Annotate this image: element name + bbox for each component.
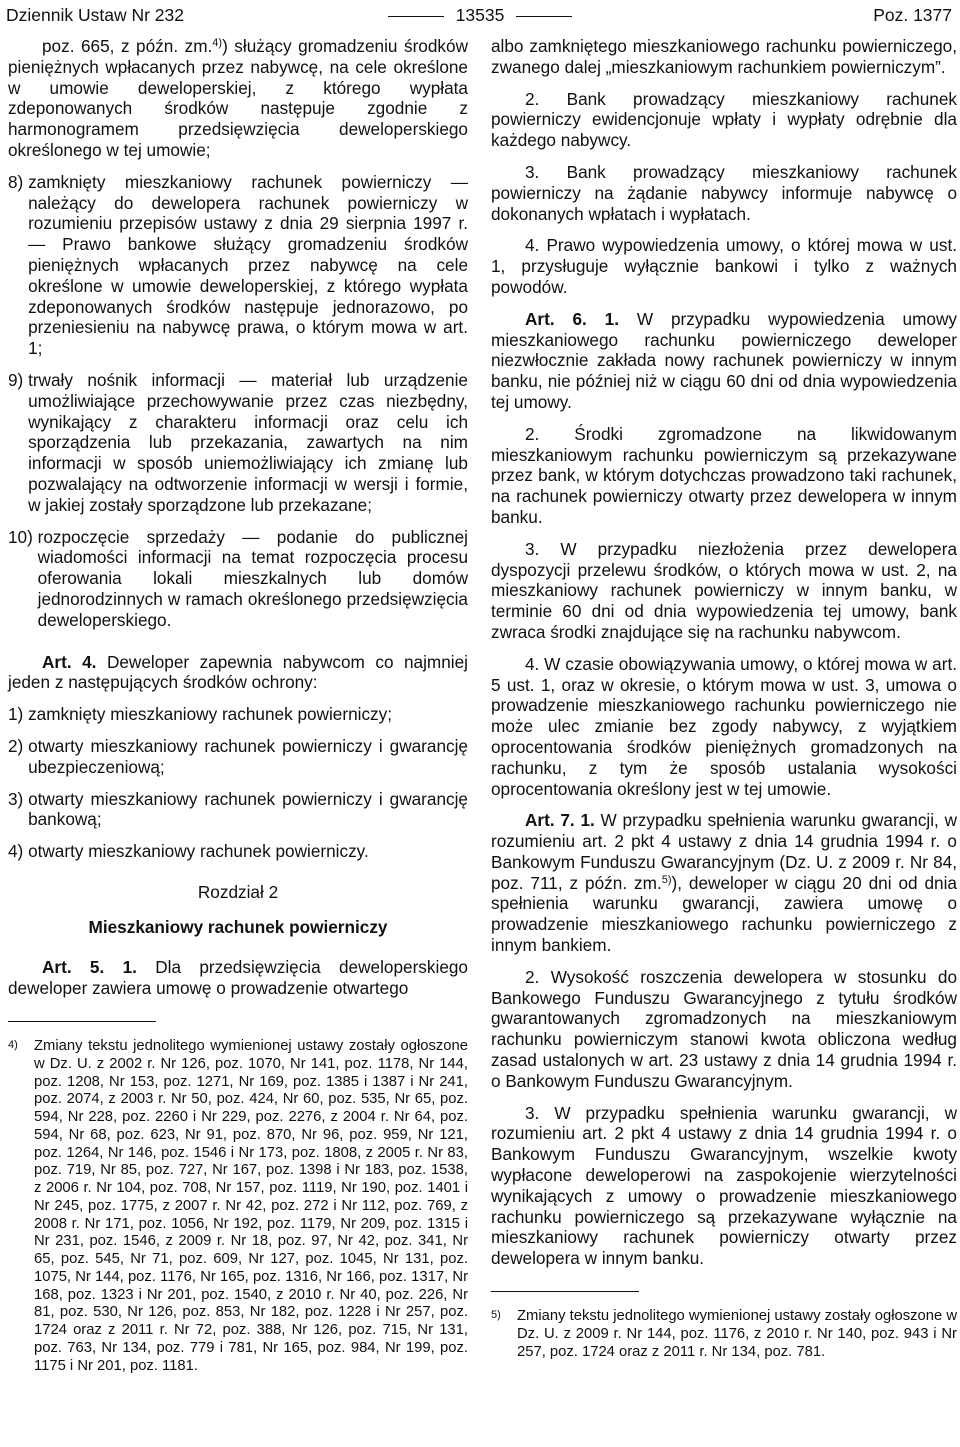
protection-item-4 [8, 841, 468, 862]
article-4 [8, 652, 468, 694]
dash-decoration [388, 16, 444, 17]
article-6-par-4: 4. W czasie obowiązywania umowy, o której mowa w art. 5 ust. 1, oraz w okresie, o którym mowa w ust. 3, umowa o prowadzenie mieszkaniowego rachunku powierniczego nie może ulec zmianie bez zgody nabywcy, z wyjątkiem oprocentowania środków pieniężnych gromadzonych na rachunku, z tym że sposób ustalania wysokości oprocentowania określony jest w tej umowie. [491, 653, 957, 799]
article-6 [491, 309, 957, 413]
footnote-ref-4: 4) [212, 37, 223, 49]
item-text: zamknięty mieszkaniowy rachunek powierniczy — należący do dewelopera rachunek powierniczy w rozumieniu przepisów ustawy z dnia 29 sierpnia 1997 r. — Prawo bankowe służący gromadzeniu środków pieniężnych wpłacanych przez nabywcę na cele określone w umowie deweloperskiej, z którego wypłata zdeponowanych środków następuje jednorazowo, po przeniesieniu na nabywcę prawa, o którym mowa w art. 1; [28, 171, 468, 359]
article-label: Art. 5. 1. [42, 957, 137, 978]
text: poz. 665, z późn. zm. [42, 36, 213, 56]
footnote-5 [491, 1308, 957, 1361]
position-number: Poz. 1377 [873, 5, 952, 25]
left-column [8, 36, 468, 1375]
paragraph-continuation [8, 36, 468, 161]
item-number: 2) [8, 735, 29, 756]
page-number [370, 0, 590, 30]
item-text: zamknięty mieszkaniowy rachunek powierniczy; [28, 704, 393, 725]
dash-decoration [516, 16, 572, 17]
article-label: Art. 7. 1. [525, 810, 595, 831]
article-label: Art. 6. 1. [525, 308, 619, 329]
definition-item-10 [8, 527, 468, 631]
footnote-number: 5) [491, 1309, 501, 1322]
chapter-title: Mieszkaniowy rachunek powierniczy [88, 916, 388, 937]
article-5 [8, 957, 468, 999]
text: ) służący gromadzeniu środków pieniężnych wpłacanych przez nabywcę, na cele określone w umowie deweloperskiej, z którego wypłata zdeponowanych środków następuje zgodnie z harmonogramem przedsięwzięcia deweloperskiego określonego w tej umowie; [8, 36, 468, 160]
chapter-number: Rozdział 2 [197, 881, 279, 902]
journal-title: Dziennik Ustaw Nr 232 [6, 5, 184, 25]
item-number: 8) [8, 171, 29, 192]
article-6-par-3: 3. W przypadku niezłożenia przez dewelopera dyspozycji przelewu środków, o których mowa w ust. 2, na mieszkaniowy rachunek powierniczy w innym banku, w terminie 60 dni od dnia wypowiedzenia tej umowy, bank zwraca środki znajdujące się na rachunku nabywcom. [491, 538, 957, 642]
article-5-par-4: 4. Prawo wypowiedzenia umowy, o której mowa w ust. 1, przysługuje wyłącznie bankowi i tylko z ważnych powodów. [491, 235, 957, 297]
protection-item-1 [8, 704, 468, 725]
footnote-ref-5: 5) [661, 873, 672, 886]
item-number: 4) [8, 841, 29, 862]
protection-item-3 [8, 789, 468, 831]
item-number: 1) [8, 704, 29, 725]
item-text: otwarty mieszkaniowy rachunek powierniczy i gwarancję bankową; [28, 788, 468, 830]
item-text: rozpoczęcie sprzedaży — podanie do publicznej wiadomości informacji na temat rozpoczęcia procesu oferowania lokali mieszkalnych lub domów jednorodzinnych w ramach określonego przedsięwzięcia deweloperskiego. [37, 526, 468, 630]
article-text: W przypadku wypowiedzenia umowy mieszkaniowego rachunku powierniczego deweloper niezwłocznie zakłada nowy rachunek powierniczy w innym banku, nie później niż w ciągu 60 dni od dnia wypowiedzenia tej umowy. [491, 308, 957, 412]
item-number: 9) [8, 369, 29, 390]
article-7 [491, 810, 957, 956]
footnote-text: Zmiany tekstu jednolitego wymienionej ustawy zostały ogłoszone w Dz. U. z 2002 r. Nr 126, poz. 1070, Nr 141, poz. 1178, Nr 144, poz. 1208, Nr 153, poz. 1271, Nr 169, poz. 1385 i 1387 i Nr 241, poz. 2074, z 2003 r. Nr 50, poz. 424, Nr 60, poz. 535, Nr 65, poz. 594, Nr 228, poz. 2260 i Nr 229, poz. 2276, z 2004 r. Nr 64, poz. 594, Nr 68, poz. 623, Nr 91, poz. 870, Nr 96, poz. 959, Nr 121, poz. 1264, Nr 146, poz. 1546 i Nr 173, poz. 1808, z 2005 r. Nr 83, poz. 719, Nr 85, poz. 727, Nr 167, poz. 1398 i Nr 183, poz. 1538, z 2006 r. Nr 104, poz. 708, Nr 157, poz. 1119, Nr 190, poz. 1401 i Nr 245, poz. 1775, z 2007 r. Nr 42, poz. 272 i Nr 112, poz. 769, z 2008 r. Nr 171, poz. 1056, Nr 192, poz. 1179, Nr 209, poz. 1315 i Nr 231, poz. 1546, z 2009 r. Nr 18, poz. 97, Nr 42, poz. 341, Nr 65, poz. 545, Nr 71, poz. 609, Nr 127, poz. 1045, Nr 131, poz. 1075, Nr 144, poz. 1176, Nr 165, poz. 1316, Nr 166, poz. 1317, Nr 168, poz. 1323 i Nr 201, poz. 1540, z 2010 r. Nr 40, poz. 226, Nr 81, poz. 530, Nr 126, poz. 853, Nr 182, poz. 1228 i Nr 257, poz. 1724 oraz z 2011 r. Nr 72, poz. 388, Nr 126, poz. 715, Nr 131, poz. 763, Nr 134, poz. 779 i 781, Nr 165, poz. 984, Nr 199, poz. 1175 i Nr 201, poz. 1181. [34, 1038, 468, 1374]
article-6-par-2: 2. Środki zgromadzone na likwidowanym mieszkaniowym rachunku powierniczym są przekazywane przez bank, w którym dotychczas prowadzono taki rachunek, na rachunek powierniczy otwarty przez dewelopera w innym banku. [491, 423, 957, 527]
footnote-4 [8, 1038, 468, 1375]
page-number-value: 13535 [455, 5, 505, 25]
protection-item-2 [8, 736, 468, 778]
article-5-par-3: 3. Bank prowadzący mieszkaniowy rachunek powierniczy na żądanie nabywcy informuje nabywcę o dokonanych wpłatach i wypłatach. [491, 161, 957, 224]
article-text: Dla przedsięwzięcia deweloperskiego deweloper zawiera umowę o prowadzenie otwartego [8, 957, 468, 999]
footnote-number: 4) [8, 1039, 18, 1052]
article-7-par-2: 2. Wysokość roszczenia dewelopera w stosunku do Bankowego Funduszu Gwarancyjnego z tytułu środków gwarantowanych zgromadzonych na mieszkaniowym rachunku powierniczym stanowi kwota obliczona według zasad ustalonych w art. 23 ustawy z dnia 14 grudnia 1994 r. o Bankowym Funduszu Gwarancyjnym. [491, 966, 957, 1091]
item-text: trwały nośnik informacji — materiał lub urządzenie umożliwiające przechowywanie przez czas niezbędny, wynikający z charakteru informacji oraz celu ich sporządzenia lub przekazania, zawartych na nim informacji w sposób uniemożliwiający ich zmianę lub pozwalający na odtworzenie informacji w wersji i formie, w jakiej zostały sporządzone lub przekazane; [28, 369, 468, 515]
definition-item-8 [8, 172, 468, 359]
page-header [0, 0, 960, 30]
item-number: 10) [8, 526, 38, 547]
article-5-par-2: 2. Bank prowadzący mieszkaniowy rachunek powierniczy ewidencjonuje wpłaty i wypłaty odrębnie dla każdego nabywcy. [491, 88, 957, 151]
article-text: ), deweloper w ciągu 20 dni od dnia spełnienia warunku gwarancji, zawiera umowę o prowadzenie mieszkaniowego rachunku powierniczego z innym bankiem. [491, 872, 957, 956]
paragraph-continuation: albo zamkniętego mieszkaniowego rachunku powierniczego, zwanego dalej „mieszkaniowym rachunkiem powierniczym”. [491, 36, 957, 77]
item-text: otwarty mieszkaniowy rachunek powierniczy i gwarancję ubezpieczeniową; [28, 735, 468, 777]
right-column [491, 36, 957, 1361]
article-7-par-3: 3. W przypadku spełnienia warunku gwarancji, w rozumieniu art. 2 pkt 4 ustawy z dnia 14 grudnia 1994 r. o Bankowym Funduszu Gwarancyjnym, wszelkie kwoty wypłacone deweloperowi na zaspokojenie wierzytelności wynikających z umowy o prowadzenie mieszkaniowego rachunku powierniczego są przekazywane wyłącznie na mieszkaniowy rachunek powierniczy otwarty przez dewelopera w innym banku. [491, 1102, 957, 1269]
article-text: W przypadku spełnienia warunku gwarancji, w rozumieniu art. 2 pkt 4 ustawy z dnia 14 grudnia 1994 r. o Bankowym Funduszu Gwarancyjnym (Dz. U. z 2009 r. Nr 84, poz. 711, z późn. zm. [491, 810, 957, 893]
item-number: 3) [8, 788, 29, 809]
definition-item-9 [8, 370, 468, 516]
article-label: Art. 4. [42, 651, 97, 672]
item-text: otwarty mieszkaniowy rachunek powierniczy. [28, 841, 369, 862]
footnote-text: Zmiany tekstu jednolitego wymienionej ustawy zostały ogłoszone w Dz. U. z 2009 r. Nr 144, poz. 1176, z 2010 r. Nr 140, poz. 943 i Nr 257, poz. 1724 oraz z 2011 r. Nr 134, poz. 781. [517, 1308, 958, 1360]
article-text: Deweloper zapewnia nabywcom co najmniej jeden z następujących środków ochrony: [8, 651, 468, 693]
footnote-divider [8, 1021, 156, 1022]
footnote-divider [491, 1291, 639, 1292]
